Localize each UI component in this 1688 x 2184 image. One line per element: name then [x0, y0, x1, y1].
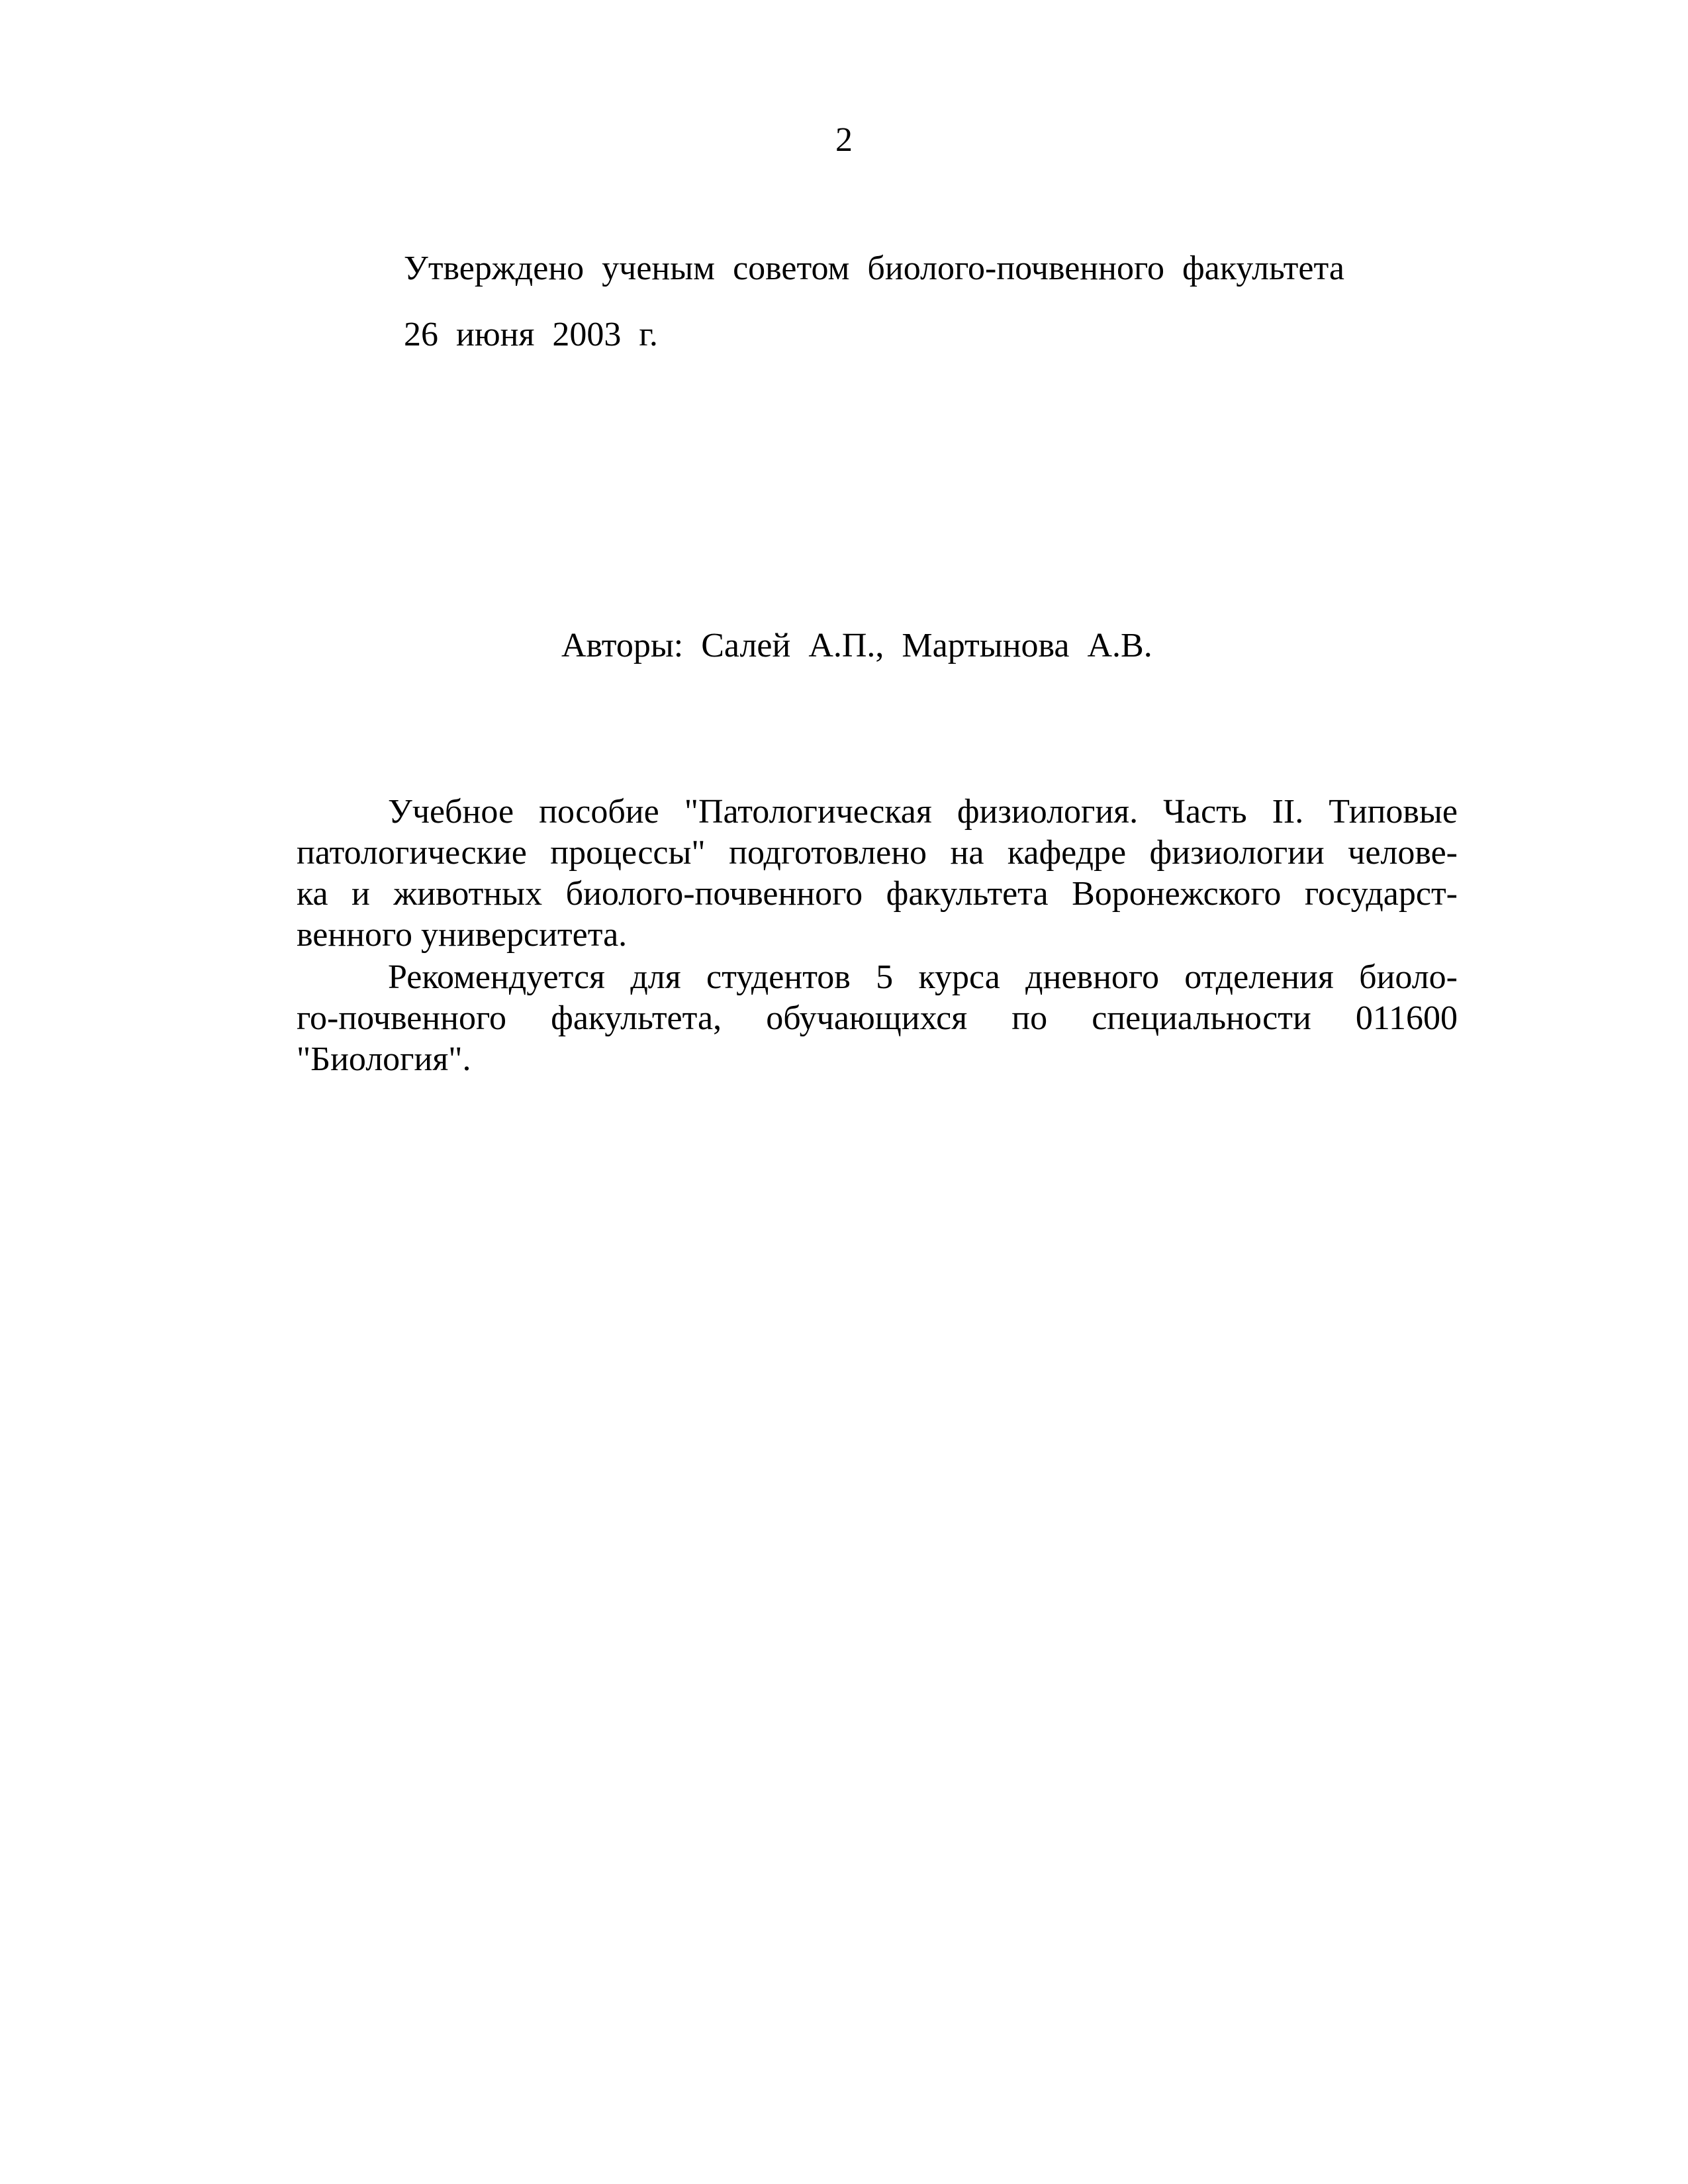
description-paragraph-1: [297, 792, 1458, 956]
authors-line: Авторы: Салей А.П., Мартынова А.В.: [561, 627, 1152, 664]
paragraph-line: "Биология".: [297, 1040, 471, 1078]
paragraph-line: ка и животных биолого-почвенного факультета Воронежского государст-: [297, 875, 1458, 913]
paragraph-line: Рекомендуется для студентов 5 курса дневного отделения биоло-: [388, 958, 1458, 996]
paragraph-line: патологические процессы" подготовлено на кафедре физиологии челове-: [297, 834, 1458, 872]
approval-statement: Утверждено ученым советом биолого-почвенного факультета: [404, 250, 1344, 287]
page-number: 2: [835, 121, 853, 159]
approval-date: 26 июня 2003 г.: [404, 316, 658, 353]
paragraph-line: венного университета.: [297, 916, 628, 954]
paragraph-line: го-почвенного факультета, обучающихся по специальности 011600: [297, 999, 1458, 1037]
description-paragraph-2: [297, 957, 1458, 1080]
paragraph-line: Учебное пособие "Патологическая физиология. Часть II. Типовые: [388, 793, 1458, 831]
